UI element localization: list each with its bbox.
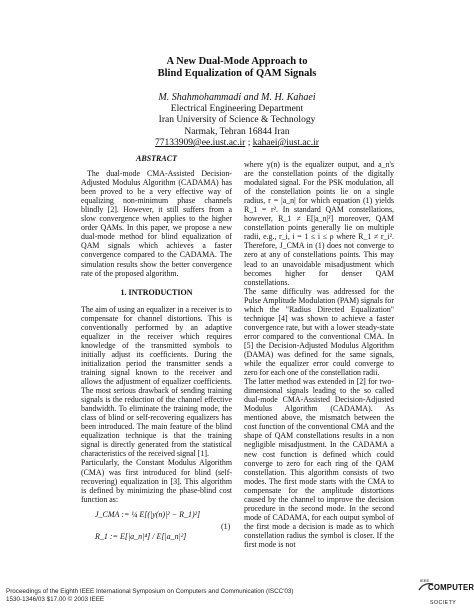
abstract-heading: ABSTRACT	[136, 154, 177, 163]
right-paragraph-3: The latter method was extended in [2] for two-dimensional signals leading to the so called dual-mode CMA-Assisted Decision-Adjusted Modulus Algorithm (CADAMA). As mentioned above, the mismatch between the cost function of the conventional CMA and the shape of QAM constellations results in a non negligible misadjustment. In the CADAMA a new cost function is defined which could converge to zero for each ring of the QAM constellation. This algorithm consists of two modes. The first mode starts with the CMA to compensate for the amplitude distortions caused by the channel to improve the decision procedure in the second mode. In the second mode of CADAMA, for each output symbol of the first mode a decision is made as to which constellation radius the symbol is closer. If the first mode is not	[244, 377, 394, 549]
equation-number: (1)	[221, 521, 231, 531]
paper-title-line1: A New Dual-Mode Approach to	[166, 56, 308, 67]
affiliation-line3: Narmak, Tehran 16844 Iran	[184, 126, 290, 137]
logo-ieee-text: IEEE	[420, 578, 430, 583]
equation-1	[81, 508, 232, 554]
author-block	[0, 92, 474, 150]
author-emails	[0, 138, 474, 150]
affiliation-line2: Iran University of Science & Technology	[158, 115, 316, 125]
email-link-2[interactable]: kahaei@iust.ac.ir	[252, 138, 319, 148]
affiliation-line1: Electrical Engineering Department	[170, 103, 304, 114]
right-column	[244, 160, 394, 549]
introduction-heading: 1. INTRODUCTION	[120, 287, 193, 297]
author-names: M. Shahmohammadi and M. H. Kahaei	[158, 92, 316, 103]
email-separator: ;	[245, 138, 253, 148]
left-column	[81, 154, 232, 554]
footer-proceedings: Proceedings of the Eighth IEEE International Symposium on Computers and Communication (ISCC'03)	[6, 588, 294, 595]
page-footer	[6, 588, 366, 604]
email-link-1[interactable]: 77133909@ee.iust.ac.ir	[155, 138, 246, 148]
equation-cma-cost: J_CMA := ¼ E[(|y(n)|² − R_1)²]	[95, 509, 201, 519]
logo-society-text: SOCIETY	[430, 600, 457, 606]
footer-copyright: 1530-1346/03 $17.00 © 2003 IEEE	[6, 596, 105, 603]
paper-title-line2: Blind Equalization of QAM Signals	[157, 68, 317, 79]
abstract-text: The dual-mode CMA-Assisted Decision-Adjusted Modulus Algorithm (CADAMA) has been proved to be a very effective way of equalizing non-minimum phase channels blindly [2]. However, it still suffers from a slow convergence when applies to the higher order QAMs. In this paper, we propose a new dual-mode method for blind equalization of QAM signals which achieves a faster convergence compared to the CADAMA. The simulation results show the better convergence rate of the proposed algorithm.	[81, 169, 232, 278]
intro-paragraph-1: The aim of using an equalizer in a receiver is to compensate for channel distortions. This is conventionally performed by an adaptive equalizer in the receiver which requires knowledge of the transmitted symbols to initially adjust its coefficients. During the initialization period the transmitter sends a training signal known to the receiver and allows the adjustment of equalizer coefficients. The most serious drawback of sending training signals is the reduction of the channel effective bandwidth. To eliminate the training mode, the class of blind or self-recovering equalizers has been introduced. The main feature of the blind equalization technique is that the training signal is directly generated from the statistical characteristics of the received signal [1].	[81, 304, 232, 459]
right-paragraph-1: where y(n) is the equalizer output, and a_n's are the constellation points of the digitally modulated signal. For the PSK modulation, all of the constellation points lie on a single radius, r = |a_n| for which equation (1) yields R_1 = r². In standard QAM constellations, however, R_1 ≠ E[|a_n|²] moreover, QAM constellation points generally lie on multiple radii, e.g., r_i, i = 1 ≤ i ≤ ρ where R_1 ≠ r_i². Therefore, J_CMA in (1) does not converge to zero at any of constellations points. This may lead to an unavoidable misadjustment which becomes higher for denser QAM constellations.	[244, 160, 394, 287]
right-paragraph-2: The same difficulty was addressed for the Pulse Amplitude Modulation (PAM) signals for which the "Radius Directed Equalization" technique [4] was shown to achieve a faster convergence rate, but with a lower steady-state error compared to the conventional CMA. In [5] the Decision-Adjusted Modulus Algorithm (DAMA) was defined for the same signals, while the equalizer error could converge to zero for each one of the constellation radii.	[244, 286, 394, 378]
title-block	[0, 56, 474, 80]
logo-computer-text: COMPUTER	[428, 583, 474, 592]
intro-paragraph-2: Particularly, the Constant Modulus Algorithm (CMA) was first introduced for blind (self-recovering) equalization in [3]. This algorithm is defined by minimizing the phase-blind cost function as:	[81, 458, 232, 504]
ieee-computer-society-logo	[418, 578, 474, 608]
equation-dispersion-constant: R_1 := E[|a_n|⁴] / E[|a_n|²]	[95, 531, 187, 541]
